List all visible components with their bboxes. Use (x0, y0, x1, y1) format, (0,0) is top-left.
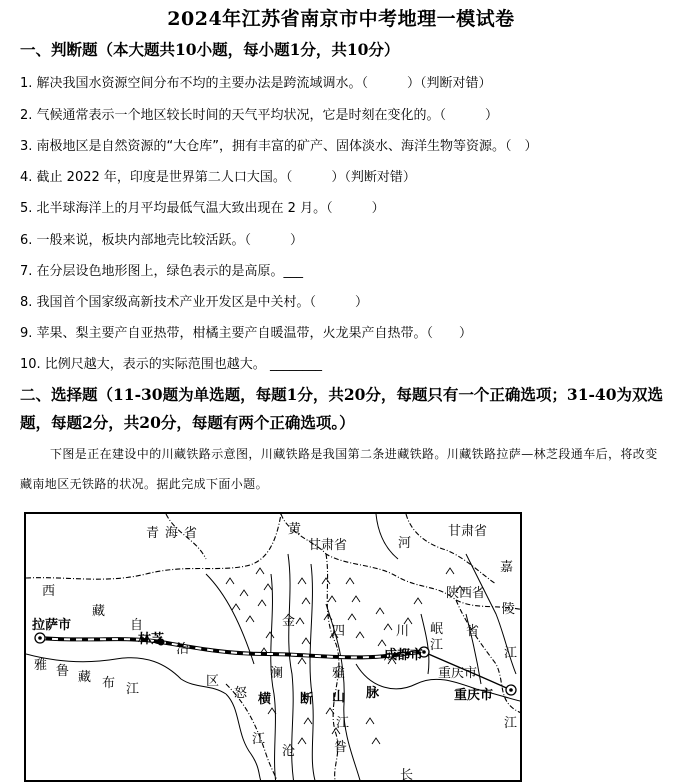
label-yalu-3: 藏 (78, 670, 92, 685)
label-gansu-right: 甘肃省 (448, 524, 488, 539)
label-ling: 陵 (502, 602, 516, 617)
question-9: 9. 苹果、梨主要产自亚热带，柑橘主要产自暖温带，火龙果产自热带。（ ） (20, 326, 473, 341)
label-min: 岷 (430, 622, 444, 637)
label-nu: 怒 (234, 686, 248, 701)
label-sheng: 省 (466, 624, 480, 639)
section1-heading: 一、判断题（本大题共10小题，每小题1分，共10分） (20, 40, 400, 59)
label-chongqing: 重庆市 (454, 688, 494, 703)
question-6: 6. 一般来说，板块内部地壳比较活跃。（ ） (20, 233, 304, 248)
label-lan: 澜 (270, 666, 284, 681)
label-qu: 区 (206, 674, 220, 689)
label-nyingchi: 林芝 (138, 632, 165, 647)
label-yalong: 雅 (332, 666, 346, 681)
label-yalong-jiang: 江 (336, 716, 350, 731)
label-qinghai: 青海省 (146, 526, 204, 541)
question-3: 3. 南极地区是自然资源的“大仓库”，拥有丰富的矿产、固体淡水、海洋生物等资源。（ ） (20, 139, 538, 154)
section2-intro: 下图是正在建设中的川藏铁路示意图，川藏铁路是我国第二条进藏铁路。川藏铁路拉萨—林芝段通车后，将改变藏南地区无铁路的状况。据此完成下面小题。 (20, 447, 658, 491)
label-hengduan-3: 山 (332, 690, 346, 705)
label-min-jiang: 江 (430, 638, 444, 653)
label-yalu-4: 布 (102, 676, 116, 691)
label-zang: 藏 (92, 604, 106, 619)
label-jialing-jiang: 江 (504, 646, 518, 661)
label-lhasa: 拉萨市 (32, 618, 72, 633)
section2-heading: 二、选择题（11-30题为单选题，每题1分，共20分，每题只有一个正确选项；31-40为双选题，每题2分，共20分，每题有两个正确选项。） (20, 385, 664, 432)
question-4: 4. 截止 2022 年，印度是世界第二人口大国。（ ）（判断对错） (20, 170, 416, 185)
label-hengduan-4: 脉 (366, 686, 380, 701)
label-si: 四 (332, 624, 346, 639)
label-yalu-1: 雅 (34, 658, 48, 673)
label-zhi: 治 (176, 642, 190, 657)
label-jin: 金 (282, 614, 296, 629)
page-title: 2024年江苏省南京市中考地理一模试卷 (167, 8, 515, 30)
label-huang: 黄 (288, 522, 302, 537)
question-10: 10. 比例尺越大，表示的实际范围也越大。 ________ (20, 357, 322, 372)
label-jia: 嘉 (500, 560, 514, 575)
question-2: 2. 气候通常表示一个地区较长时间的天气平均状况，它是时刻在变化的。（ ） (20, 108, 499, 123)
question-8: 8. 我国首个国家级高新技术产业开发区是中关村。（ ） (20, 295, 369, 310)
label-cang: 沧 (282, 744, 296, 759)
label-chengdu: 成都市 (384, 648, 424, 663)
railway-line (40, 638, 424, 657)
label-nu-jiang: 江 (252, 732, 266, 747)
label-yalu-5: 江 (126, 682, 140, 697)
question-5: 5. 北半球海洋上的月平均最低气温大致出现在 2 月。（ ） (20, 201, 385, 216)
label-chuan: 川 (396, 624, 410, 639)
label-zi: 自 (130, 618, 144, 633)
label-yalu-2: 鲁 (56, 664, 70, 679)
railway-map (24, 512, 522, 782)
label-chongqing-city: 重庆市 (438, 666, 478, 681)
label-zhang: 昝 (334, 740, 348, 755)
label-hengduan-1: 横 (258, 692, 272, 707)
map-graphic (26, 514, 522, 782)
label-xi: 西 (42, 584, 56, 599)
label-he: 河 (398, 536, 412, 551)
label-changjiang-jiang: 江 (504, 716, 518, 731)
label-chang: 长 (400, 768, 414, 782)
label-hengduan-2: 断 (300, 692, 314, 707)
question-7: 7. 在分层设色地形图上，绿色表示的是高原。___ (20, 264, 304, 279)
question-1: 1. 解决我国水资源空间分布不均的主要办法是跨流域调水。（ ）（判断对错） (20, 76, 492, 91)
label-gansu-upper: 甘肃省 (308, 538, 348, 553)
label-shaanxi: 陕西省 (446, 586, 486, 601)
